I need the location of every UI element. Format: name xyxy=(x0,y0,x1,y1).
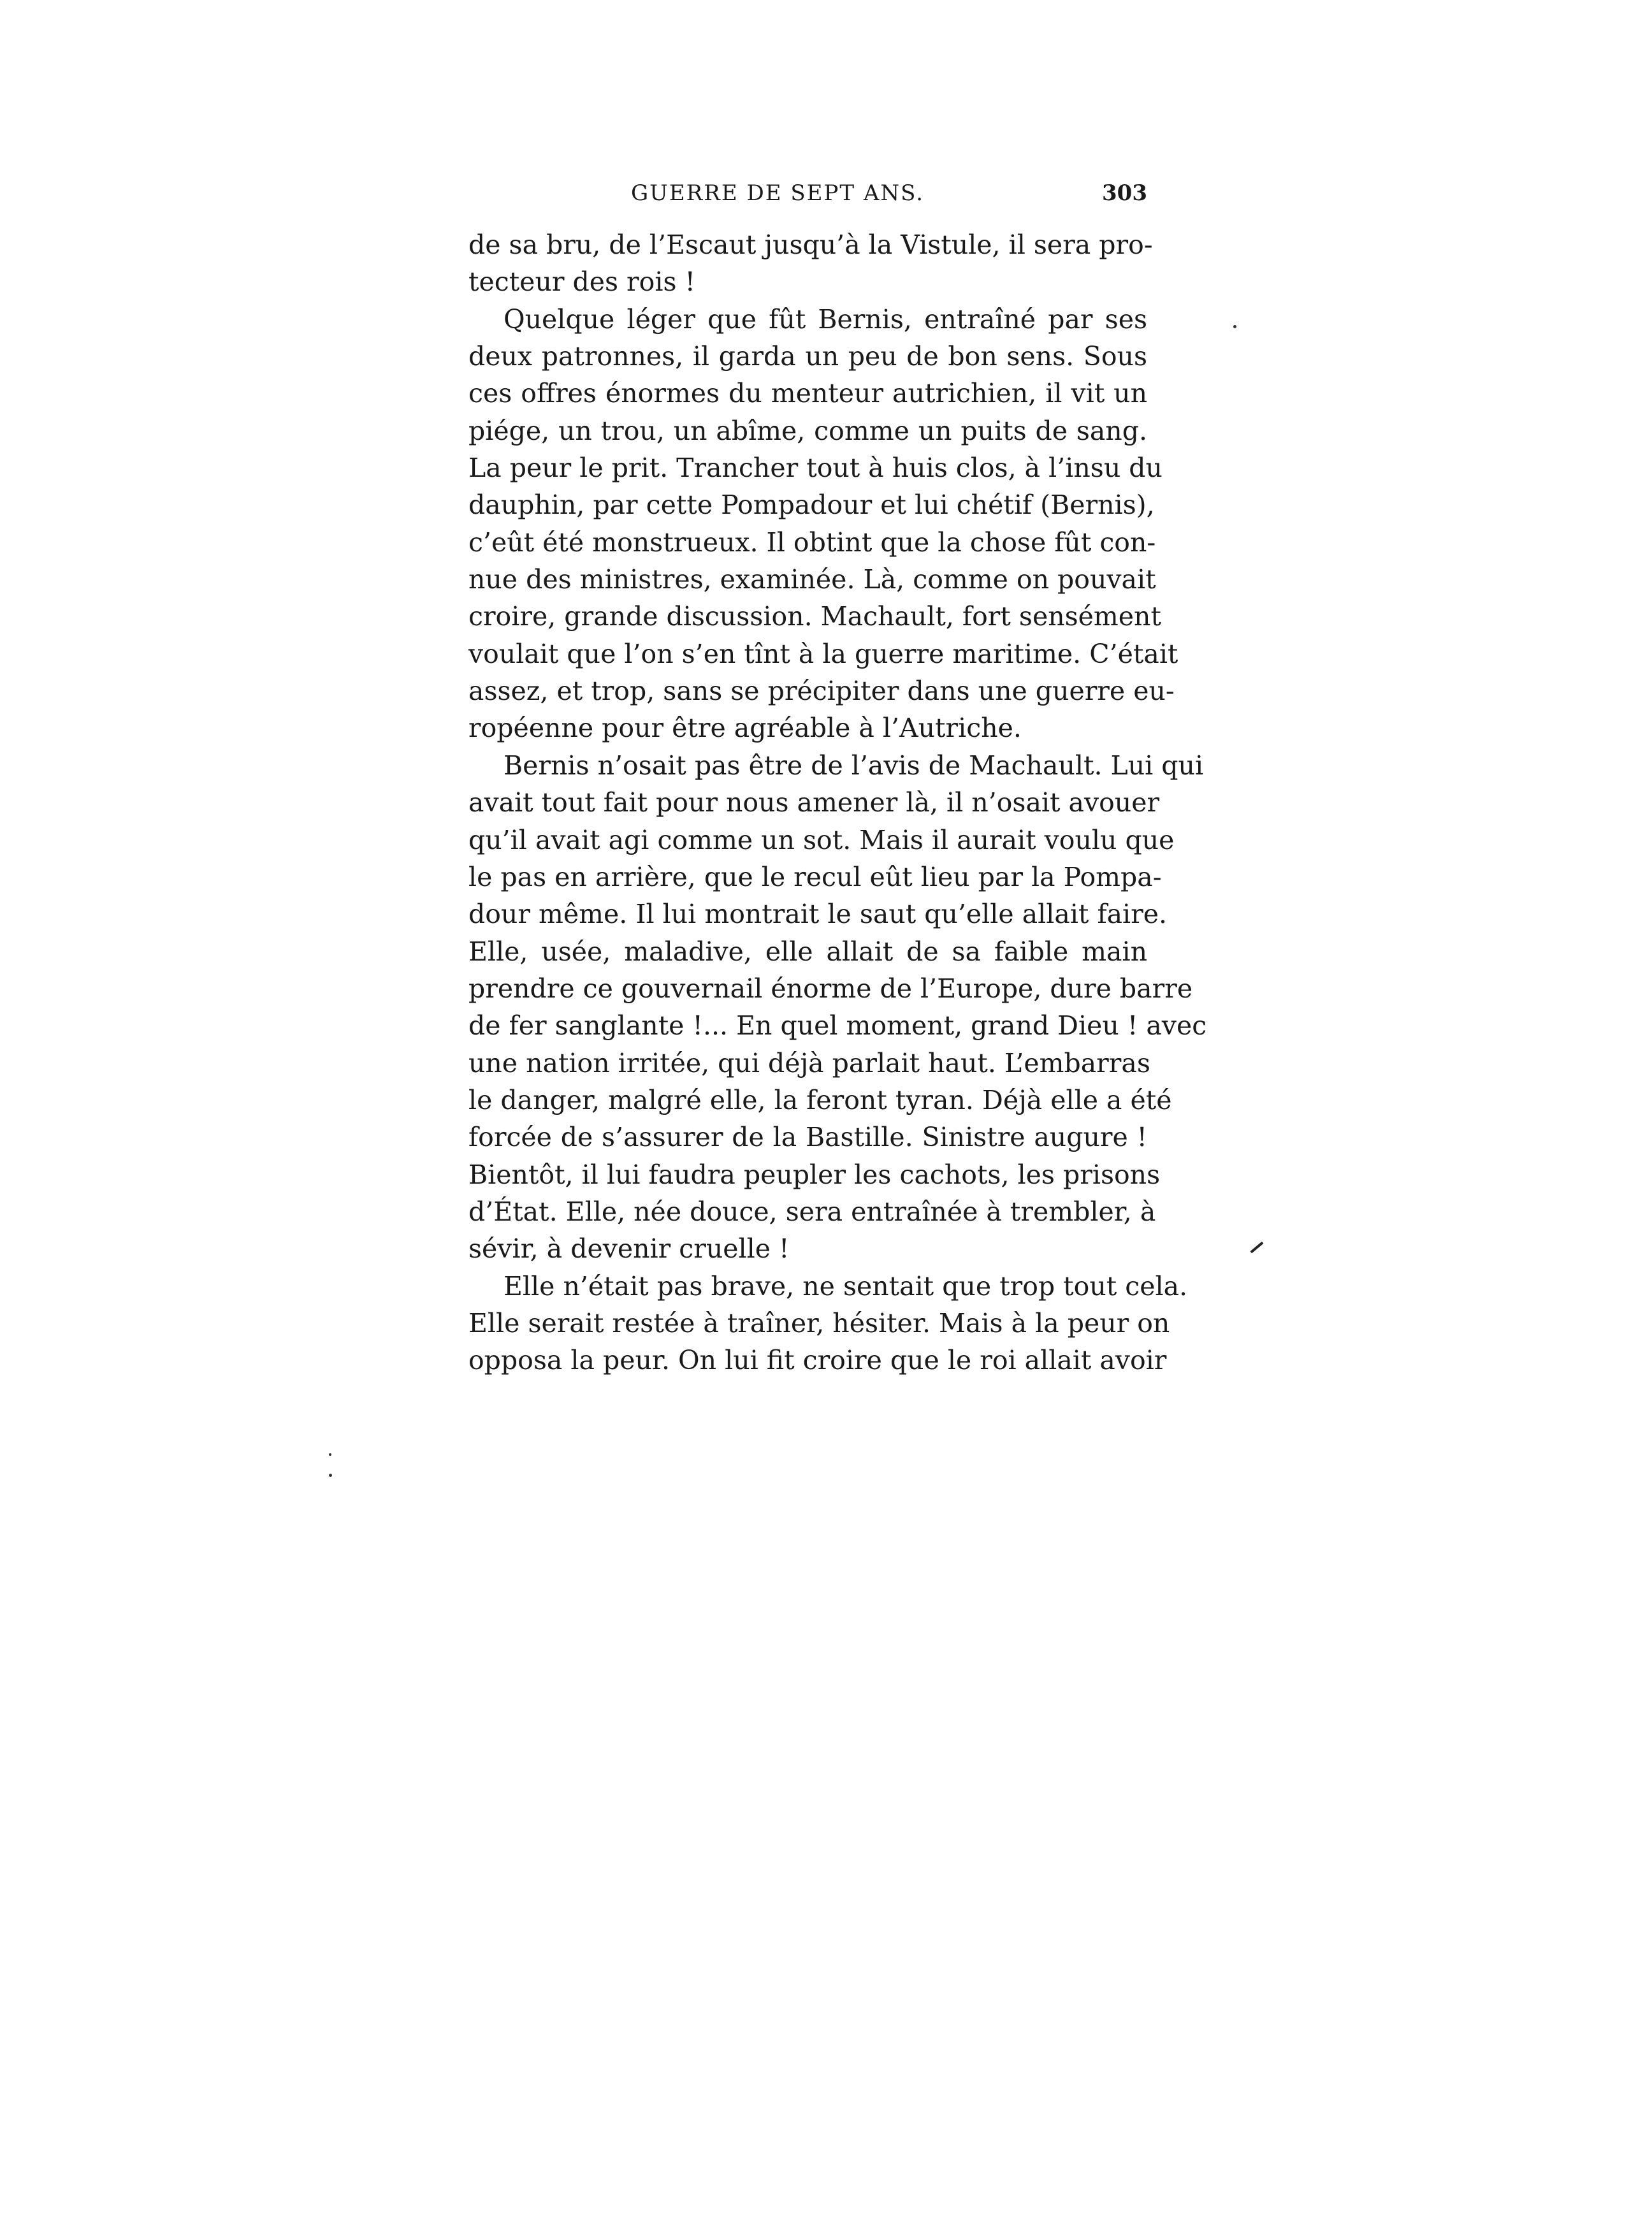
text-line: nue des ministres, examinée. Là, comme on pouvait xyxy=(468,564,1156,595)
paragraph-first-line: Bernis n’osait pas être de l’avis de Machault. Lui qui xyxy=(504,750,1204,781)
text-line: qu’il avait agi comme un sot. Mais il aurait voulu que xyxy=(468,824,1175,855)
paragraph-first-line: Elle n’était pas brave, ne sentait que trop tout cela. xyxy=(504,1270,1188,1302)
text-line: ces offres énormes du menteur autrichien, il vit un xyxy=(468,378,1147,409)
text-line: de fer sanglante !... En quel moment, grand Dieu ! avec xyxy=(468,1010,1207,1042)
scan-speck xyxy=(329,1474,332,1477)
text-line: une nation irritée, qui déjà parlait haut. L’embarras xyxy=(468,1047,1150,1078)
page-number: 303 xyxy=(1102,180,1147,206)
text-line: d’État. Elle, née douce, sera entraînée à trembler, à xyxy=(468,1196,1156,1227)
text-line: c’eût été monstrueux. Il obtint que la chose fût con- xyxy=(468,526,1156,558)
text-line: deux patronnes, il garda un peu de bon sens. Sous xyxy=(468,341,1147,372)
text-line: Elle serait restée à traîner, hésiter. Mais à la peur on xyxy=(468,1307,1170,1339)
text-line: croire, grande discussion. Machault, fort sensément xyxy=(468,601,1161,632)
text-line: sévir, à devenir cruelle ! xyxy=(468,1233,790,1265)
text-line: dauphin, par cette Pompadour et lui chétif (Bernis), xyxy=(468,490,1155,521)
text-line: La peur le prit. Trancher tout à huis clos, à l’insu du xyxy=(468,453,1163,484)
text-line: voulait que l’on s’en tînt à la guerre maritime. C’était xyxy=(468,638,1178,669)
paragraph-first-line: Quelque léger que fût Bernis, entraîné par ses xyxy=(504,303,1147,335)
running-title: GUERRE DE SEPT ANS. xyxy=(631,180,925,206)
text-line: avait tout fait pour nous amener là, il n’osait avouer xyxy=(468,787,1160,818)
text-line: Bientôt, il lui faudra peupler les cachots, les prisons xyxy=(468,1159,1161,1190)
text-line: Elle, usée, maladive, elle allait de sa faible main xyxy=(468,936,1147,967)
scan-speck xyxy=(1233,325,1236,328)
scan-pen-mark xyxy=(1250,1242,1264,1253)
text-line: opposa la peur. On lui fit croire que le roi allait avoir xyxy=(468,1345,1167,1376)
body-text xyxy=(468,226,1207,1379)
text-line: de sa bru, de l’Escaut jusqu’à la Vistule, il sera pro- xyxy=(468,229,1153,260)
running-head xyxy=(468,175,1147,214)
text-line: ropéenne pour être agréable à l’Autriche. xyxy=(468,713,1022,744)
text-line: dour même. Il lui montrait le saut qu’elle allait faire. xyxy=(468,899,1168,930)
text-line: tecteur des rois ! xyxy=(468,266,696,298)
text-line: le pas en arrière, que le recul eût lieu par la Pompa- xyxy=(468,861,1162,892)
text-line: le danger, malgré elle, la feront tyran. Déjà elle a été xyxy=(468,1084,1172,1115)
scan-speck xyxy=(329,1453,331,1456)
text-line: piége, un trou, un abîme, comme un puits de sang. xyxy=(468,415,1147,446)
text-line: forcée de s’assurer de la Bastille. Sinistre augure ! xyxy=(468,1122,1147,1153)
text-line: assez, et trop, sans se précipiter dans une guerre eu- xyxy=(468,676,1175,707)
text-line: prendre ce gouvernail énorme de l’Europe, dure barre xyxy=(468,973,1193,1004)
